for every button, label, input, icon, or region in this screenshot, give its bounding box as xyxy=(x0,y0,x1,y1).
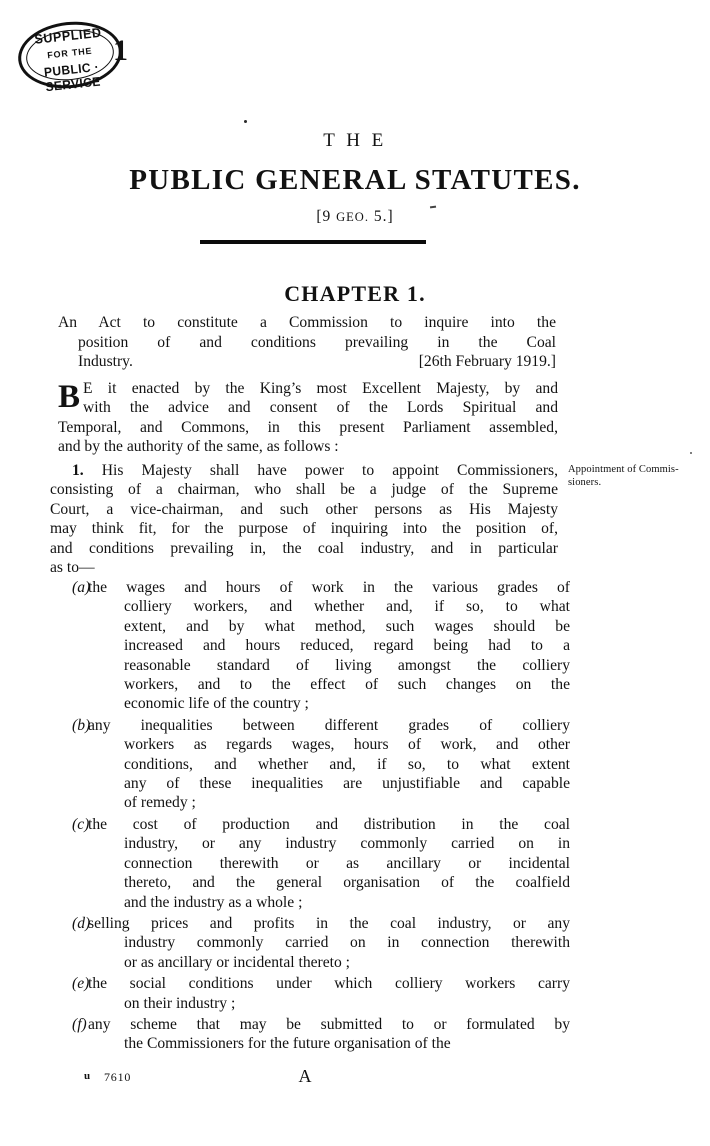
list-item-line: colliery workers, and whether and, if so, to what xyxy=(124,598,570,616)
list-item-body xyxy=(88,578,570,714)
list-item xyxy=(50,914,570,972)
stamp-line-3: PUBLIC · SERVICE xyxy=(43,59,102,95)
list-item-line: workers, and to the effect of such changes on the xyxy=(124,676,570,694)
regnal-sovereign: GEO. xyxy=(336,210,369,224)
supplied-for-public-service-stamp xyxy=(18,22,122,95)
list-item-line: industry, or any industry commonly carried on in xyxy=(124,835,570,853)
list-item-line: the cost of production and distribution in the coal xyxy=(88,815,570,833)
enacting-line: and by the authority of the same, as follows : xyxy=(58,437,339,455)
list-item-label: (d) xyxy=(72,914,91,932)
signature-mark: A xyxy=(298,1066,312,1086)
list-item-line: workers as regards wages, hours of work, and other xyxy=(124,736,570,754)
section-1-line: as to— xyxy=(50,559,95,577)
section-1-body xyxy=(50,461,558,577)
royal-assent-date: [26th February 1919.] xyxy=(418,353,556,370)
section-number: 1. xyxy=(72,462,84,479)
list-item-label: (b) xyxy=(72,716,91,734)
list-item-body xyxy=(88,914,570,972)
list-item xyxy=(50,578,570,714)
long-title-line: An Act to constitute a Commission to inquire into the xyxy=(58,314,556,331)
list-item-line: the social conditions under which colliery workers carry xyxy=(88,975,570,993)
list-item-body xyxy=(88,815,570,912)
long-title-line: position of and conditions prevailing in the Coal xyxy=(78,333,556,351)
stamp-line-2: FOR THE xyxy=(46,45,93,61)
list-item-line: the Commissioners for the future organisation of the xyxy=(124,1035,451,1053)
page-number: 1 xyxy=(113,34,128,67)
list-item-line: connection therewith or as ancillary or incidental xyxy=(124,854,570,872)
list-item-line: industry commonly carried on in connection therewith xyxy=(124,934,570,952)
page-footer xyxy=(0,1066,710,1090)
section-1-line: Court, a vice-chairman, and such other persons as His Majesty xyxy=(50,500,558,518)
list-item xyxy=(50,974,570,1013)
section-1-line: may think fit, for the purpose of inquiring into the position of, xyxy=(50,520,558,538)
stamp-text xyxy=(15,17,125,94)
ink-speck-margin xyxy=(690,452,692,454)
list-item-body xyxy=(88,974,570,1013)
enacting-line: E it enacted by the King’s most Excellent Majesty, by and xyxy=(83,380,558,397)
list-item-label: (c) xyxy=(72,815,90,833)
lettered-paragraph-list xyxy=(50,578,570,1056)
horizontal-rule xyxy=(200,240,426,244)
list-item-line: increased and hours reduced, regard being had to a xyxy=(124,637,570,655)
list-item-body xyxy=(88,1015,570,1054)
chapter-heading: CHAPTER 1. xyxy=(284,281,426,306)
page-title: PUBLIC GENERAL STATUTES. xyxy=(129,164,581,196)
list-item-line: and the industry as a whole ; xyxy=(124,893,303,911)
list-item xyxy=(50,815,570,912)
enacting-line: with the advice and consent of the Lords Spiritual and xyxy=(83,399,558,417)
stamp-line-1: SUPPLIED xyxy=(33,25,103,47)
list-item-line: economic life of the country ; xyxy=(124,695,309,713)
list-item xyxy=(50,716,570,813)
section-1-line: and conditions prevailing in, the coal industry, and in particular xyxy=(50,539,558,557)
drop-cap: B xyxy=(58,379,81,415)
regnal-year xyxy=(0,208,710,226)
long-title xyxy=(58,313,556,372)
list-item-label: (a) xyxy=(72,579,91,596)
masthead-the: T H E xyxy=(323,130,387,151)
list-item-line: thereto, and the general organisation of the coalfield xyxy=(124,874,570,892)
ink-speck-top xyxy=(244,120,247,123)
list-item-line: selling prices and profits in the coal industry, or any xyxy=(88,914,570,932)
list-item-line: any scheme that may be submitted to or formulated by xyxy=(88,1015,570,1033)
section-1-line: consisting of a chairman, who shall be a judge of the Supreme xyxy=(50,481,558,499)
press-mark: u xyxy=(84,1070,91,1082)
long-title-tail: Industry. xyxy=(78,353,133,370)
list-item-line: the wages and hours of work in the various grades of xyxy=(88,579,570,596)
list-item-body xyxy=(88,716,570,813)
list-item-line: any inequalities between different grades of colliery xyxy=(88,716,570,734)
list-item-line: of remedy ; xyxy=(124,794,196,812)
list-item xyxy=(50,1015,570,1054)
list-item-line: any of these inequalities are unjustifiable and capable xyxy=(124,775,570,793)
regnal-close: 5.] xyxy=(368,208,394,225)
enacting-formula xyxy=(58,379,558,456)
list-item-line: reasonable standard of living amongst the colliery xyxy=(124,656,570,674)
list-item-line: on their industry ; xyxy=(124,994,236,1012)
long-title-line xyxy=(58,352,556,372)
marginal-note: Appointment of Commis- sioners. xyxy=(568,464,679,489)
list-item-label: (f) xyxy=(72,1015,87,1033)
section-1-text: His Majesty shall have power to appoint Commissioners, xyxy=(101,462,558,479)
enacting-line: Temporal, and Commons, in this present Parliament assembled, xyxy=(58,418,558,436)
list-item-line: or as ancillary or incidental thereto ; xyxy=(124,953,351,971)
regnal-open: [9 xyxy=(316,208,337,225)
list-item-line: conditions, and whether and, if so, to what extent xyxy=(124,755,570,773)
list-item-label: (e) xyxy=(72,975,90,993)
list-item-line: extent, and by what method, such wages should be xyxy=(124,617,570,635)
press-number: 7610 xyxy=(104,1070,132,1084)
section-1-line xyxy=(50,461,558,480)
